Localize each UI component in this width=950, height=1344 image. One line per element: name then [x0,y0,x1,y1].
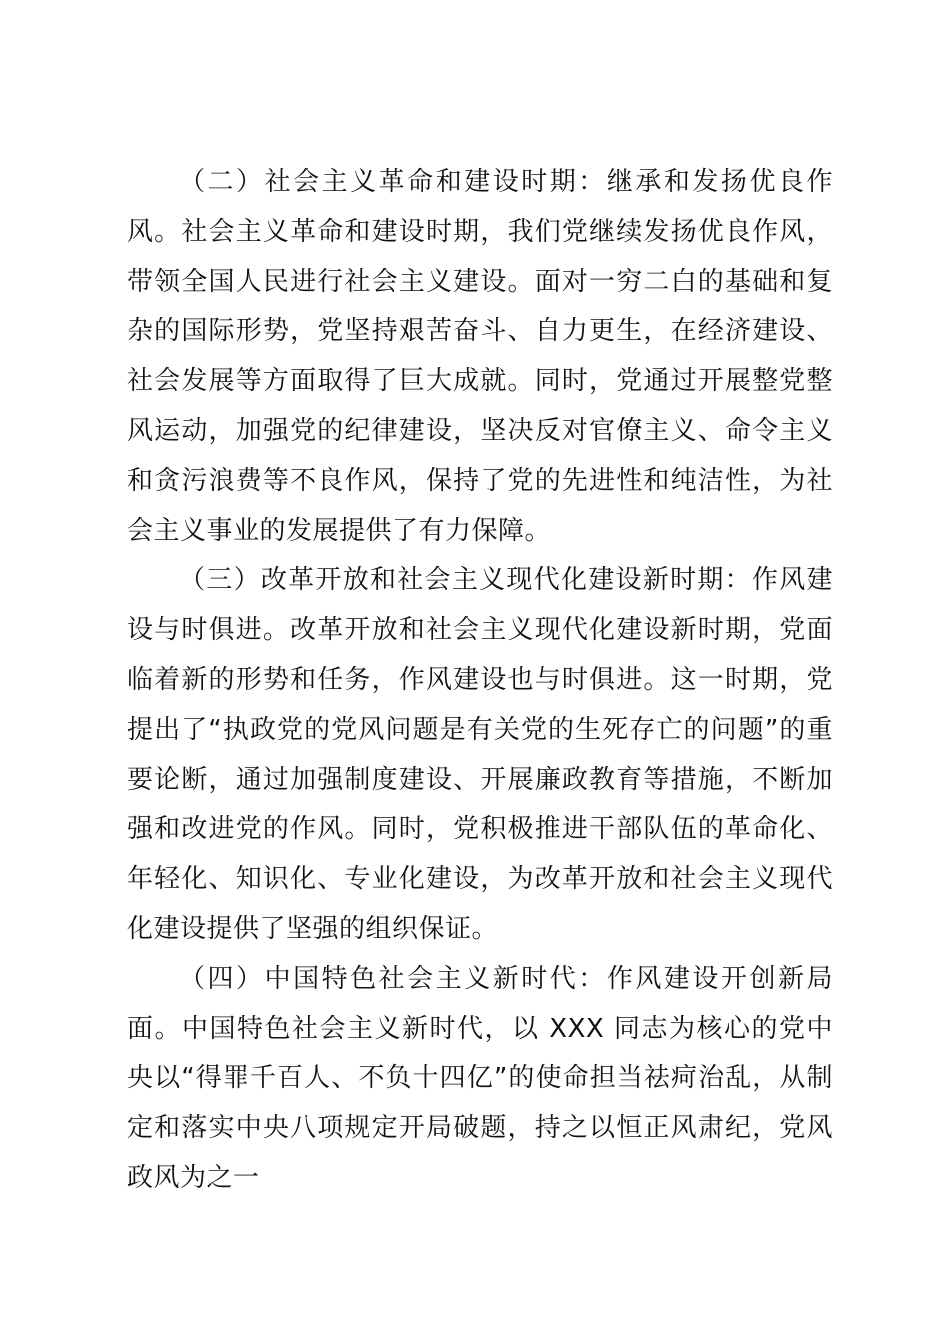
paragraph-reform-opening-period: （三）改革开放和社会主义现代化建设新时期：作风建设与时俱进。改革开放和社会主义现代化建设新时期，党面临着新的形势和任务，作风建设也与时俱进。这一时期，党提出了“执政党的党风问题是有关党的生死存亡的问题”的重要论断，通过加强制度建设、开展廉政教育等措施，不断加强和改进党的作风。同时，党积极推进干部队伍的革命化、年轻化、知识化、专业化建设，为改革开放和社会主义现代化建设提供了坚强的组织保证。 [127,565,833,944]
paragraph-new-era: （四）中国特色社会主义新时代：作风建设开创新局面。中国特色社会主义新时代，以 XXX 同志为核心的党中央以“得罪千百人、不负十四亿”的使命担当祛疴治乱，从制定和落实中央八项规定开局破题，持之以恒正风肃纪，党风政风为之一 [127,963,833,1193]
document-body [127,158,833,1204]
paragraph-socialist-revolution-period: （二）社会主义革命和建设时期：继承和发扬优良作风。社会主义革命和建设时期，我们党继续发扬优良作风，带领全国人民进行社会主义建设。面对一穷二白的基础和复杂的国际形势，党坚持艰苦奋斗、自力更生，在经济建设、社会发展等方面取得了巨大成就。同时，党通过开展整党整风运动，加强党的纪律建设，坚决反对官僚主义、命令主义和贪污浪费等不良作风，保持了党的先进性和纯洁性，为社会主义事业的发展提供了有力保障。 [127,167,833,546]
